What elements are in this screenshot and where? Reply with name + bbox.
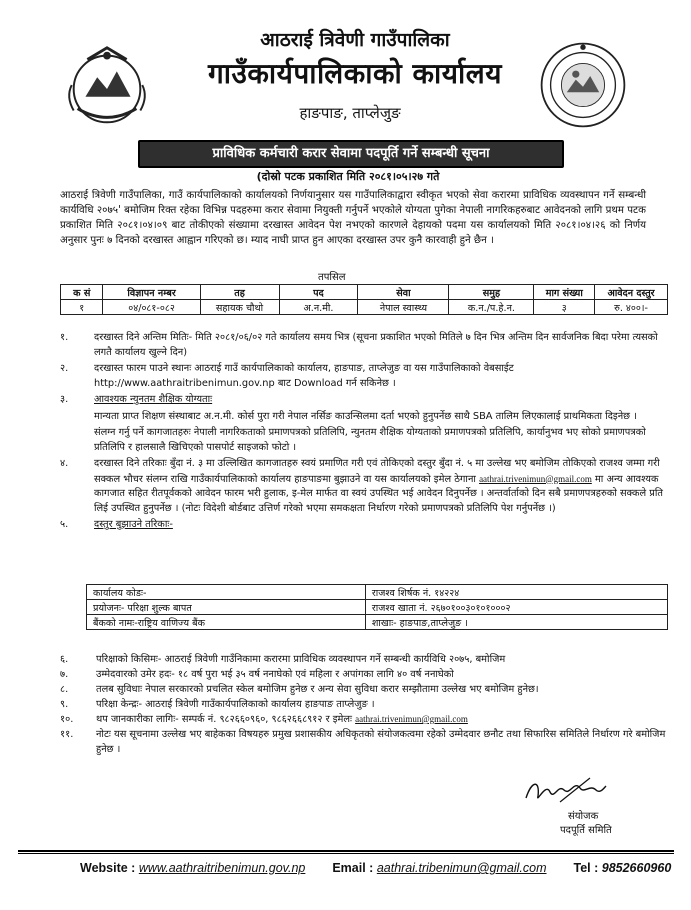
- list-number: १.: [60, 332, 69, 343]
- list-item: [60, 393, 670, 408]
- list-item: [60, 410, 670, 425]
- list-text: संलग्न गर्नु पर्ने कागजातहरुः नेपाली नागरिकताको प्रमाणपत्रको प्रतिलिपि, न्युनतम शैक्षिक योग्यताको प्रमाणपत्रको प्रतिलिपि, कार्यानुभव भए सोको प्रमाणपत्रको प्रतिलिपि र हालसालै खिचिएको पासपोर्ट साइजको फोटो ।: [94, 427, 646, 453]
- table-row: [87, 615, 668, 630]
- table-cell: ०४/०८१-०८२: [103, 300, 200, 315]
- list-item: [60, 712, 680, 727]
- table-header: सेवा: [358, 285, 449, 300]
- list-number: २.: [60, 363, 69, 374]
- table-cell: नेपाल स्वास्थ्य: [358, 300, 449, 315]
- table-cell: अ.न.मी.: [279, 300, 358, 315]
- footer-divider: [18, 853, 674, 854]
- list-number: ९.: [60, 699, 69, 710]
- notes-list: [60, 331, 670, 535]
- notice-title: प्राविधिक कर्मचारी करार सेवामा पदपूर्ति गर्ने सम्बन्धी सूचना: [138, 140, 564, 168]
- table-cell: १: [61, 300, 103, 315]
- table-cell: ३: [534, 300, 595, 315]
- email-link[interactable]: aathrai.tribenimun@gmail.com: [376, 861, 547, 875]
- list-item: [60, 667, 680, 682]
- list-item: [60, 362, 670, 391]
- list-number: ४.: [60, 458, 69, 469]
- table-cell: बैंकको नामः-राष्ट्रिय वाणिज्य बैंक: [87, 615, 366, 630]
- table-header: विज्ञापन नम्बर: [103, 285, 200, 300]
- table-header: तह: [200, 285, 279, 300]
- table-row: [87, 600, 668, 615]
- list-item: [60, 697, 680, 712]
- list-text-part: दरखास्त दिने तरिकाः बुँदा नं. ३ मा उल्लिखित कागजातहरु स्वयं प्रमाणित गरी एवं तोकिएको दस्तुर बुँदा नं. ५ मा उल्लेख भए बमोजिम तोकिएको राजश्व जम्मा गरी सक्कल भौचर संलग्न राखि गाउँकार्यपालिकाको कार्यालय हाङपाङमा बुझाउने वा यस कार्यालयको इमेल ठेगाना: [94, 458, 660, 485]
- table-row: [61, 300, 668, 315]
- footer-divider: [18, 850, 674, 852]
- list-item: [60, 457, 670, 516]
- table-header: पद: [279, 285, 358, 300]
- list-number: ५.: [60, 519, 69, 530]
- list-text-part: थप जानकारीका लागिः- सम्पर्क नं. ९८२६६०९६०, ९८६२६६८९१२ र इमेलः: [96, 714, 352, 725]
- list-number: १०.: [60, 714, 74, 725]
- list-item: [60, 518, 670, 533]
- office-location: हाङपाङ, ताप्लेजुङ: [299, 104, 401, 122]
- municipality-name: आठराई त्रिवेणी गाउँपालिका: [260, 29, 450, 51]
- table-cell: राजश्व शिर्षक नं. १४२२४: [365, 585, 667, 600]
- tel-label: Tel :: [573, 861, 599, 875]
- notes-list-2: [60, 652, 680, 757]
- table-cell: रु. ४००।-: [595, 300, 668, 315]
- table-cell: राजश्व खाता नं. २६७०१००३०१०१०००२: [365, 600, 667, 615]
- table-cell: सहायक चौथो: [200, 300, 279, 315]
- list-text: [94, 457, 670, 516]
- table-cell: प्रयोजनः- परिक्षा शुल्क बापत: [87, 600, 366, 615]
- list-text: परिक्षाको किसिमः- आठराई त्रिवेणी गाउँनिकामा करारमा प्राविधिक व्यवस्थापन गर्ने सम्बन्धी कार्यविधि २०७५, बमोजिम: [96, 654, 506, 665]
- table-header: आवेदन दस्तुर: [595, 285, 668, 300]
- list-text: उम्मेदवारको उमेर हदः- १८ वर्ष पुरा भई ३५ वर्ष ननाघेको एवं महिला र अपांगका लागि ४० वर्ष ननाघेको: [96, 669, 454, 680]
- table-header-row: [61, 285, 668, 300]
- signatory-role: संयोजक: [568, 811, 599, 822]
- list-number: ११.: [60, 729, 74, 740]
- list-number: ८.: [60, 684, 69, 695]
- list-text: [96, 712, 680, 727]
- website-label: Website :: [80, 861, 136, 875]
- tel-number: 9852660960: [601, 861, 672, 875]
- list-text: मान्यता प्राप्त शिक्षण संस्थाबाट अ.न.मी. कोर्स पुरा गरी नेपाल नर्सिङ काउन्सिलमा दर्ता भएको हुनुपर्नेछ साथै SBA तालिम लिएकालाई प्राथमिकता दिइनेछ ।: [94, 410, 637, 422]
- list-number: ३.: [60, 394, 69, 405]
- signatory-committee: पदपूर्ति समिति: [560, 825, 612, 836]
- website-link[interactable]: www.aathraitribenimun.gov.np: [138, 861, 306, 875]
- handwritten-signature: [520, 774, 610, 808]
- list-text: आवश्यक न्युनतम शैक्षिक योग्यताः: [94, 394, 213, 405]
- list-item: [60, 682, 680, 697]
- table-cell: शाखाः- हाङपाङ,ताप्लेजुङ ।: [365, 615, 667, 630]
- email-link[interactable]: aathrai.trivenimun@gmail.com: [479, 473, 592, 484]
- list-text: दरखास्त फारम पाउने स्थानः आठराई गाउँ कार्यपालिकाको कार्यालय, हाङपाङ, ताप्लेजुङ वा यस गाउँपालिकाको वेबसाईट http://www.aathraitribenimun.gov.np बाट Download गर्न सकिनेछ ।: [94, 363, 514, 389]
- list-text: नोटः यस सूचनामा उल्लेख भए बाहेकका विषयहरु प्रमुख प्रशासकीय अधिकृतको संयोजकत्वमा रहेको उम्मेदवार छनौट तथा सिफारिस समितिले निर्धारण गरे बमोजिम हुनेछ ।: [96, 729, 666, 755]
- list-text: दस्तुर बुझाउने तरिकाः-: [94, 519, 173, 530]
- office-name: गाउँकार्यपालिकाको कार्यालय: [208, 57, 502, 90]
- nepal-emblem-logo: [58, 38, 156, 136]
- details-heading: तपसिल: [318, 272, 346, 283]
- table-header: समुह: [449, 285, 534, 300]
- list-text-part: मा अन्य आवश्यक कागजात सहित रीतपूर्वकको आवेदन फारम भरी हुलाक, इ-मेल मार्फत वा स्वयं उपस्थित भई आवेदन दिनुपर्नेछ । अन्तर्वार्ताको दिन सबै प्रमाणपत्रहरुको सक्कले प्रति लिई उपस्थित हुनुपर्नेछ । (नोटः विदेशी बोर्डबाट उत्तिर्ण गरेको भएमा समकक्षता निर्धारण गरेको प्रमाणपत्रको प्रतिलिपि पेश गर्नुपर्नेछ ।): [94, 473, 663, 514]
- list-item: [60, 331, 670, 360]
- list-text: दरखास्त दिने अन्तिम मितिः- मिति २०८१/०६/०२ गते कार्यालय समय भित्र (सूचना प्रकाशित भएको मितिले ७ दिन भित्र अन्तिम दिन सार्वजनिक बिदा परेमा त्यसको लगतै कार्यालय खुल्ने दिन): [94, 332, 658, 358]
- reissue-date: (दोस्रो पटक प्रकाशित मिति २०८१।०५।२७ गते: [256, 170, 440, 183]
- email-link[interactable]: aathrai.trivenimun@gmail.com: [355, 714, 468, 724]
- list-number: ७.: [60, 669, 69, 680]
- list-text: तलब सुविधाः नेपाल सरकारको प्रचलित स्केल बमोजिम हुनेछ र अन्य सेवा सुविधा करार सम्झौतामा उल्लेख भए बमोजिम हुनेछ।: [96, 684, 539, 695]
- list-item: [60, 652, 680, 667]
- payment-table: [86, 584, 668, 630]
- list-text: परिक्षा केन्द्रः- आठराई त्रिवेणी गाउँकार्यपालिकाको कार्यालय हाङपाङ ताप्लेजुङ ।: [96, 699, 375, 710]
- table-cell: कार्यालय कोडः-: [87, 585, 366, 600]
- table-header: माग संख्या: [534, 285, 595, 300]
- table-cell: क.न./प.हे.न.: [449, 300, 534, 315]
- list-item: [60, 426, 670, 455]
- email-label: Email :: [332, 861, 374, 875]
- list-item: [60, 727, 680, 757]
- table-row: [87, 585, 668, 600]
- vacancy-table: [60, 284, 668, 315]
- footer-contact: [80, 861, 680, 875]
- table-header: क सं: [61, 285, 103, 300]
- intro-paragraph: आठराई त्रिवेणी गाउँपालिका, गाउँ कार्यपालिकाको कार्यालयको निर्णयानुसार यस गाउँपालिकाद्वारा स्वीकृत भएको सेवा करारमा प्राविधिक व्यवस्थापन गर्ने सम्बन्धी कार्यविधि २०७५' बमोजिम रिक्त रहेका विभिन्न पदहरुमा करार सेवामा नियुक्ती गर्नुपर्ने भएकोले योग्यता पुगेका नेपाली नागरिकहरुबाट आवेदनको लागि प्रथम पटक प्रकाशित मिति २०८१।०४।०९ बाट तोकीएको संख्यामा दरखास्त आवेदन पेश नभएको कारणले देहायको पदमा यस कार्यालयको मिति २०८१।०४।२६ को निर्णय अनुसार पुनः ७ दिनको दरखास्त आह्वान गरिएको छ। म्याद नाघी प्राप्त हुन आएका दरखास्त उपर कुनै कारवाही हुने छैन ।: [60, 190, 646, 246]
- list-number: ६.: [60, 654, 69, 665]
